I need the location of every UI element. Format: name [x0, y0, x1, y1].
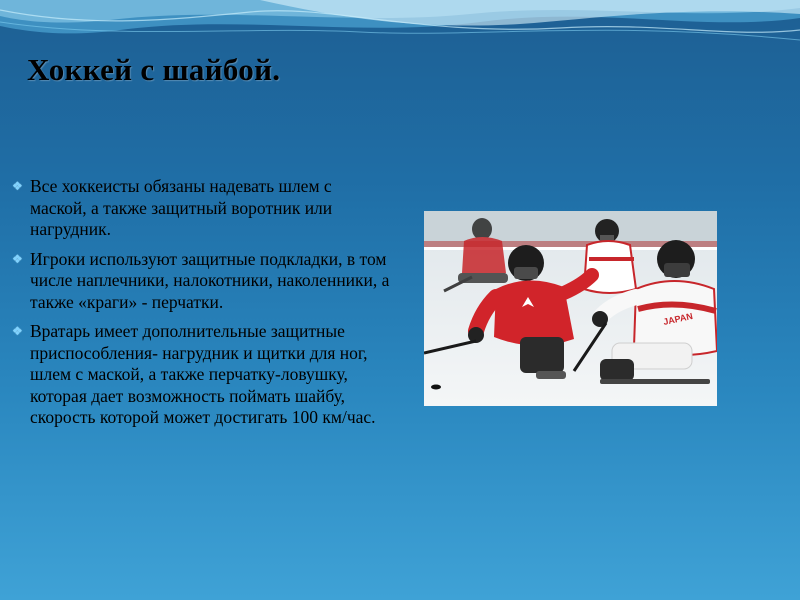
sledge-hockey-photo — [424, 211, 717, 406]
bullet-text: Все хоккеисты обязаны надевать шлем с маской, а также защитный воротник или нагрудник. — [30, 176, 333, 239]
bullet-item — [12, 249, 392, 314]
jersey-text: JAPAN — [662, 310, 694, 327]
bullet-list — [12, 176, 392, 437]
diamond-bullet-icon: ❖ — [12, 179, 23, 193]
diamond-bullet-icon: ❖ — [12, 251, 23, 266]
bullet-item — [12, 321, 392, 429]
bullet-item — [12, 176, 392, 241]
bullet-text: Вратарь имеет дополнительные защитные приспособления- нагрудник и щитки для ног, шлем с маской, а также перчатку-ловушку, которая дает возможность поймать шайбу, скорость которой может достигать 100 км/час. — [30, 321, 376, 427]
bullet-text: Игроки используют защитные подкладки, в том числе наплечники, налокотники, наколенники, а также «краги» - перчатки. — [30, 248, 390, 312]
slide-title: Хоккей с шайбой. — [27, 52, 281, 87]
diamond-bullet-icon: ❖ — [12, 324, 23, 338]
